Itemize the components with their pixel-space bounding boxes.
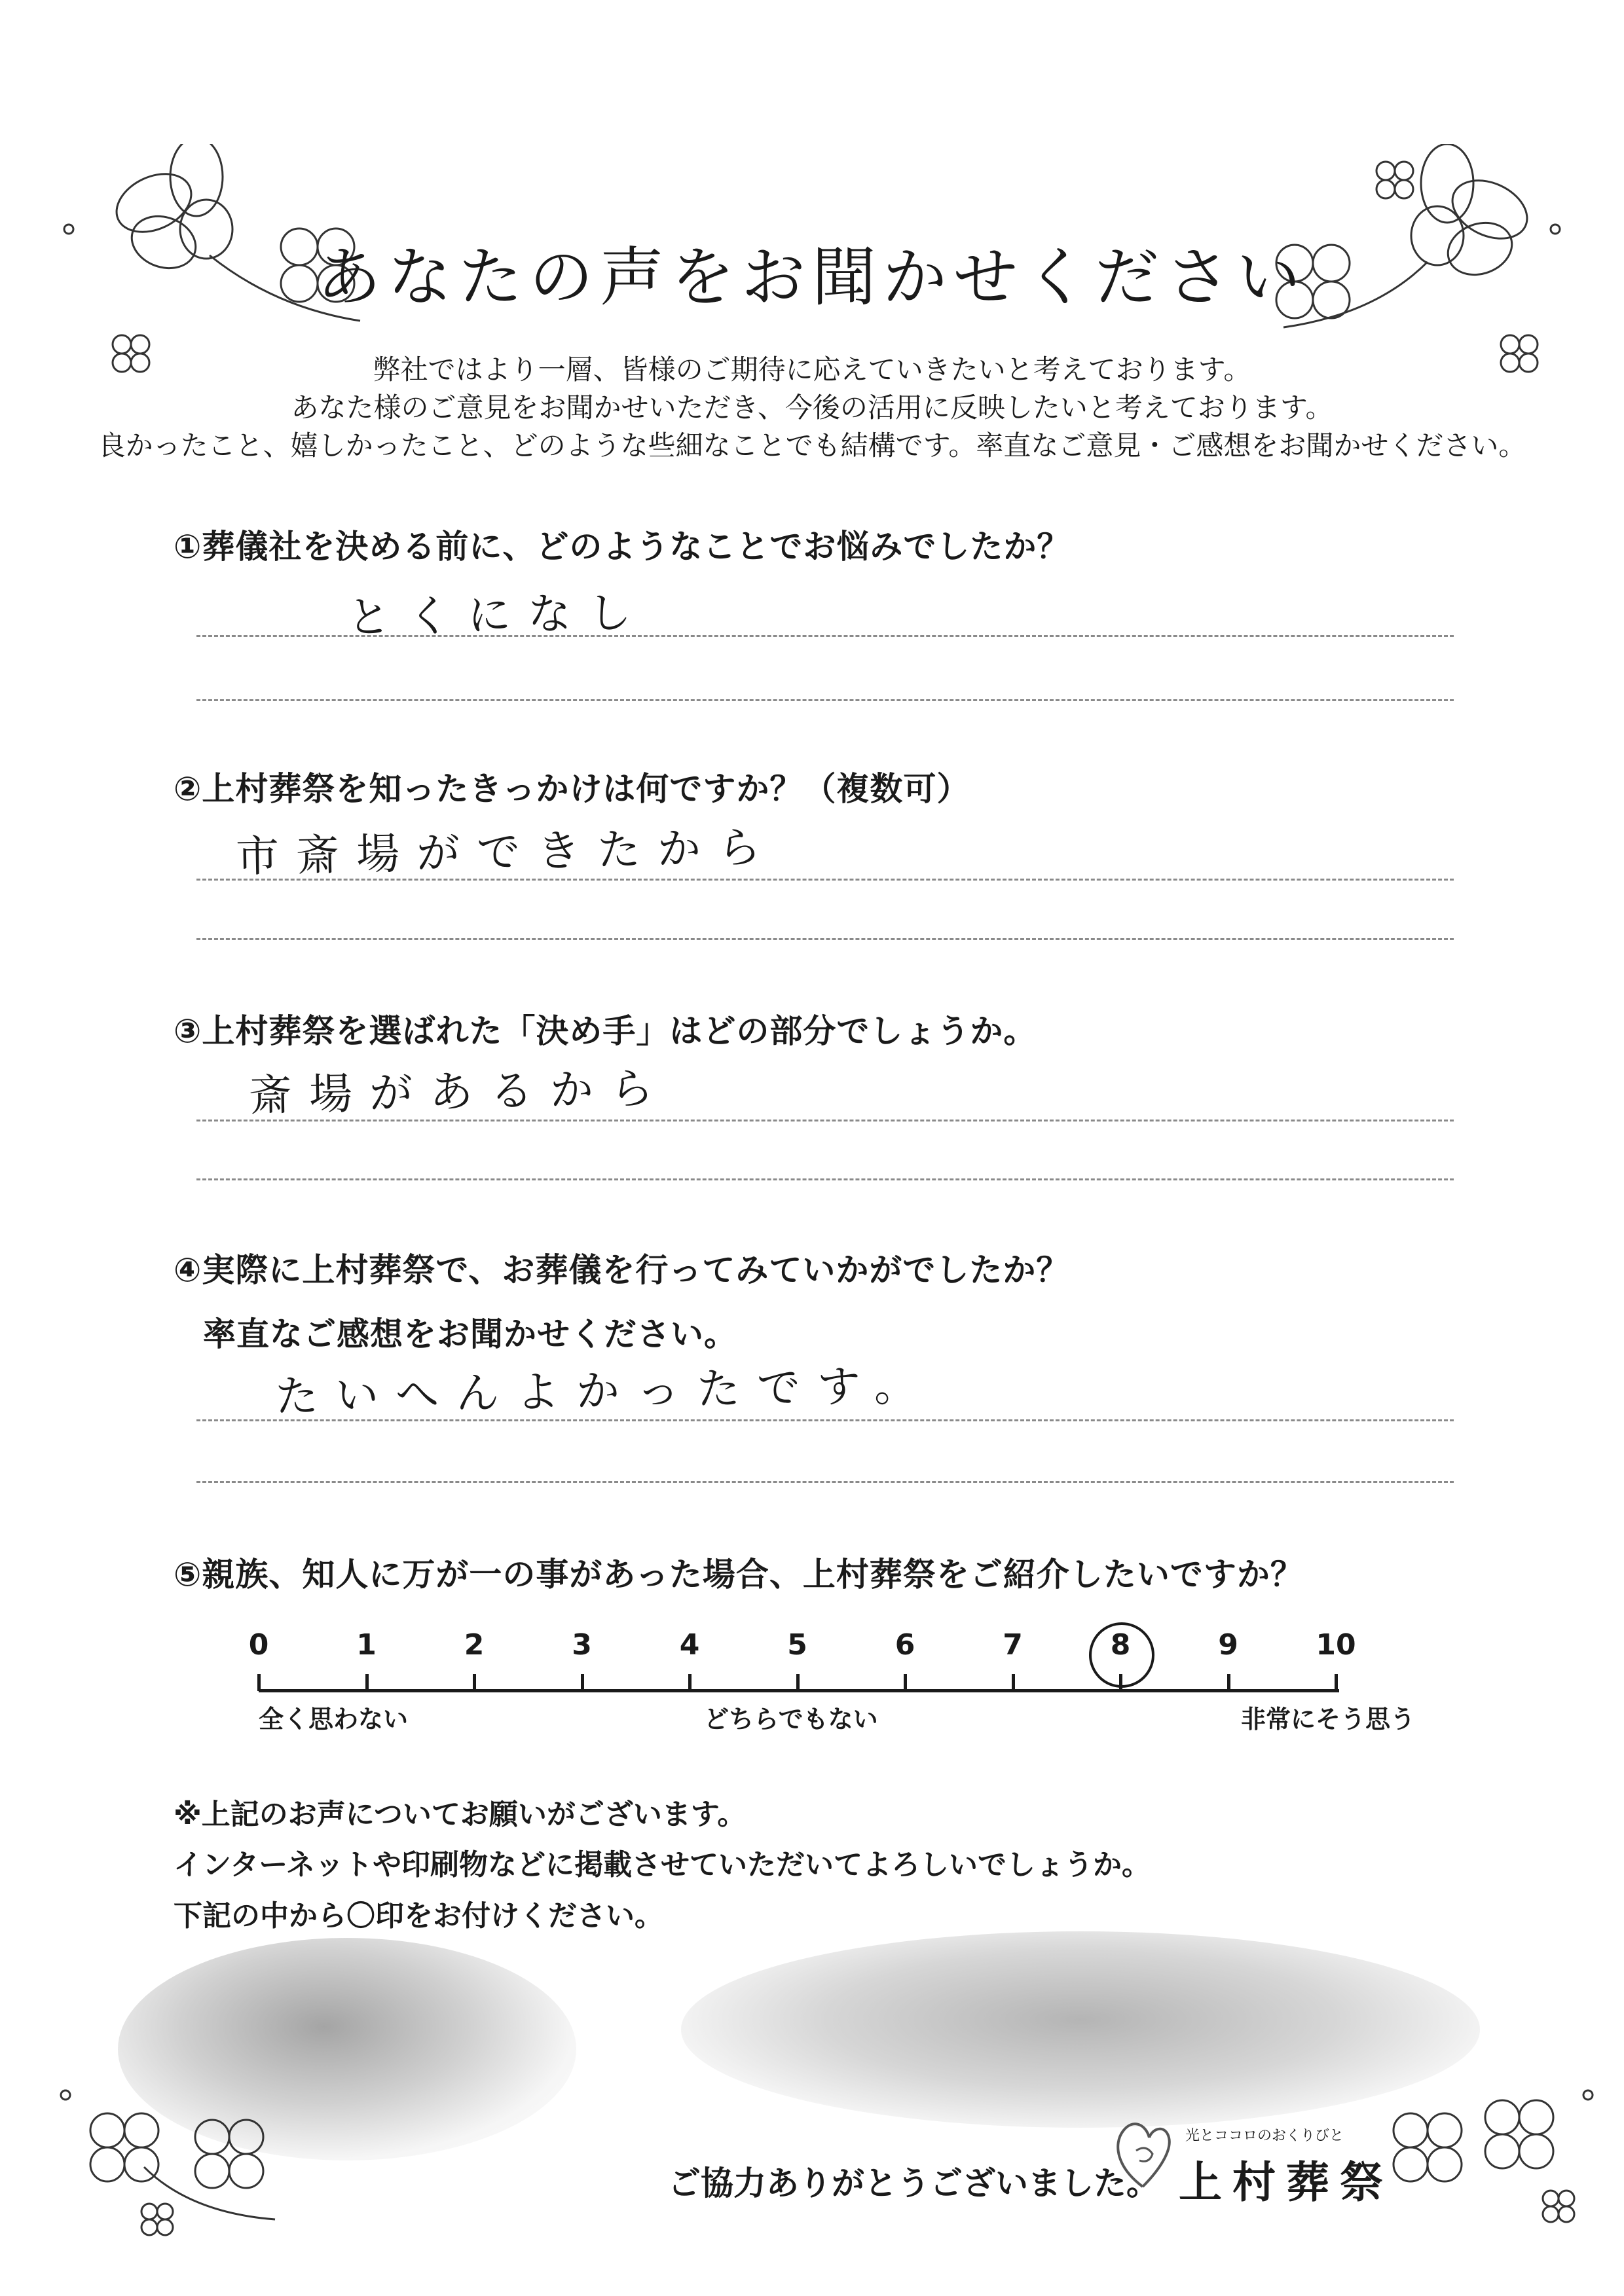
rating-high-label: 非常にそう思う <box>1241 1705 1416 1734</box>
question-1-label: ①葬儀社を決める前に、どのようなことでお悩みでしたか？ <box>174 528 1071 566</box>
rating-tick <box>796 1674 800 1691</box>
question-4-label: ④実際に上村葬祭で、お葬儀を行ってみていかがでしたか？ <box>174 1251 1070 1289</box>
brand-tagline: 光とココロのおくりびと <box>1185 2128 1344 2144</box>
selected-rating-circle <box>1089 1622 1154 1688</box>
rating-tick-label: 7 <box>1003 1628 1023 1662</box>
answer-line <box>196 938 1454 940</box>
question-2-label: ②上村葬祭を知ったきっかけは何ですか？（複数可） <box>174 770 970 808</box>
rating-tick <box>581 1674 584 1691</box>
page-title: あなたの声をお聞かせください <box>316 240 1307 315</box>
rating-tick-label: 10 <box>1316 1628 1356 1662</box>
rating-tick <box>365 1674 369 1691</box>
intro-line-3: 良かったこと、嬉しかったこと、どのような些細なことでも結構です。率直なご意見・ご感想をお聞かせください。 <box>98 429 1526 462</box>
rating-tick-label: 0 <box>248 1628 269 1662</box>
rating-low-label: 全く思わない <box>259 1705 409 1734</box>
question-2-answer: 市斎場ができたから <box>235 822 779 882</box>
rating-tick-label: 2 <box>464 1628 485 1662</box>
rating-tick-label: 5 <box>787 1628 807 1662</box>
answer-line <box>196 1120 1454 1121</box>
rating-tick <box>473 1674 476 1691</box>
rating-tick <box>1012 1674 1015 1691</box>
brand-name: 上村葬祭 <box>1179 2157 1393 2208</box>
rating-tick <box>1335 1674 1338 1691</box>
intro-line-1: 弊社ではより一層、皆様のご期待に応えていきたいと考えております。 <box>373 354 1251 386</box>
thank-you-message: ご協力ありがとうございました。 <box>668 2164 1159 2202</box>
rating-tick-label: 8 <box>1110 1628 1131 1662</box>
answer-line <box>196 635 1454 637</box>
note-line-3: 下記の中から〇印をお付けください。 <box>174 1899 663 1933</box>
rating-tick-label: 1 <box>356 1628 377 1662</box>
answer-line <box>196 879 1454 881</box>
rating-tick-label: 6 <box>895 1628 915 1662</box>
answer-line <box>196 699 1454 701</box>
rating-tick <box>904 1674 907 1691</box>
heart-logo-icon <box>1110 2115 1175 2193</box>
clover-decoration-bottom-right <box>1362 2075 1598 2246</box>
question-3-label: ③上村葬祭を選ばれた「決め手」はどの部分でしょうか。 <box>174 1012 1037 1050</box>
question-3-answer: 斎場があるから <box>248 1063 671 1121</box>
rating-tick-label: 4 <box>679 1628 700 1662</box>
answer-line <box>196 1419 1454 1421</box>
answer-line <box>196 1481 1454 1483</box>
note-line-1: ※上記のお声についてお願いがございます。 <box>174 1798 747 1831</box>
clover-decoration-bottom-left <box>59 2075 295 2246</box>
rating-tick <box>1227 1674 1230 1691</box>
rating-tick <box>688 1674 692 1691</box>
question-4-sublabel: 率直なご感想をお聞かせください。 <box>203 1315 737 1353</box>
intro-line-2: あなた様のご意見をお聞かせいただき、今後の活用に反映したいと考えております。 <box>291 392 1333 424</box>
answer-line <box>196 1178 1454 1180</box>
redacted-area-right <box>681 1931 1480 2128</box>
rating-mid-label: どちらでもない <box>704 1705 878 1734</box>
question-4-answer: たいへんよかったです。 <box>274 1360 935 1422</box>
question-5-label: ⑤親族、知人に万が一の事があった場合、上村葬祭をご紹介したいですか？ <box>174 1556 1304 1594</box>
rating-tick-label: 3 <box>572 1628 592 1662</box>
note-line-2: インターネットや印刷物などに掲載させていただいてよろしいでしょうか。 <box>174 1848 1151 1882</box>
rating-tick-label: 9 <box>1218 1628 1238 1662</box>
question-1-answer: とくになし <box>346 587 649 643</box>
rating-tick <box>257 1674 261 1691</box>
